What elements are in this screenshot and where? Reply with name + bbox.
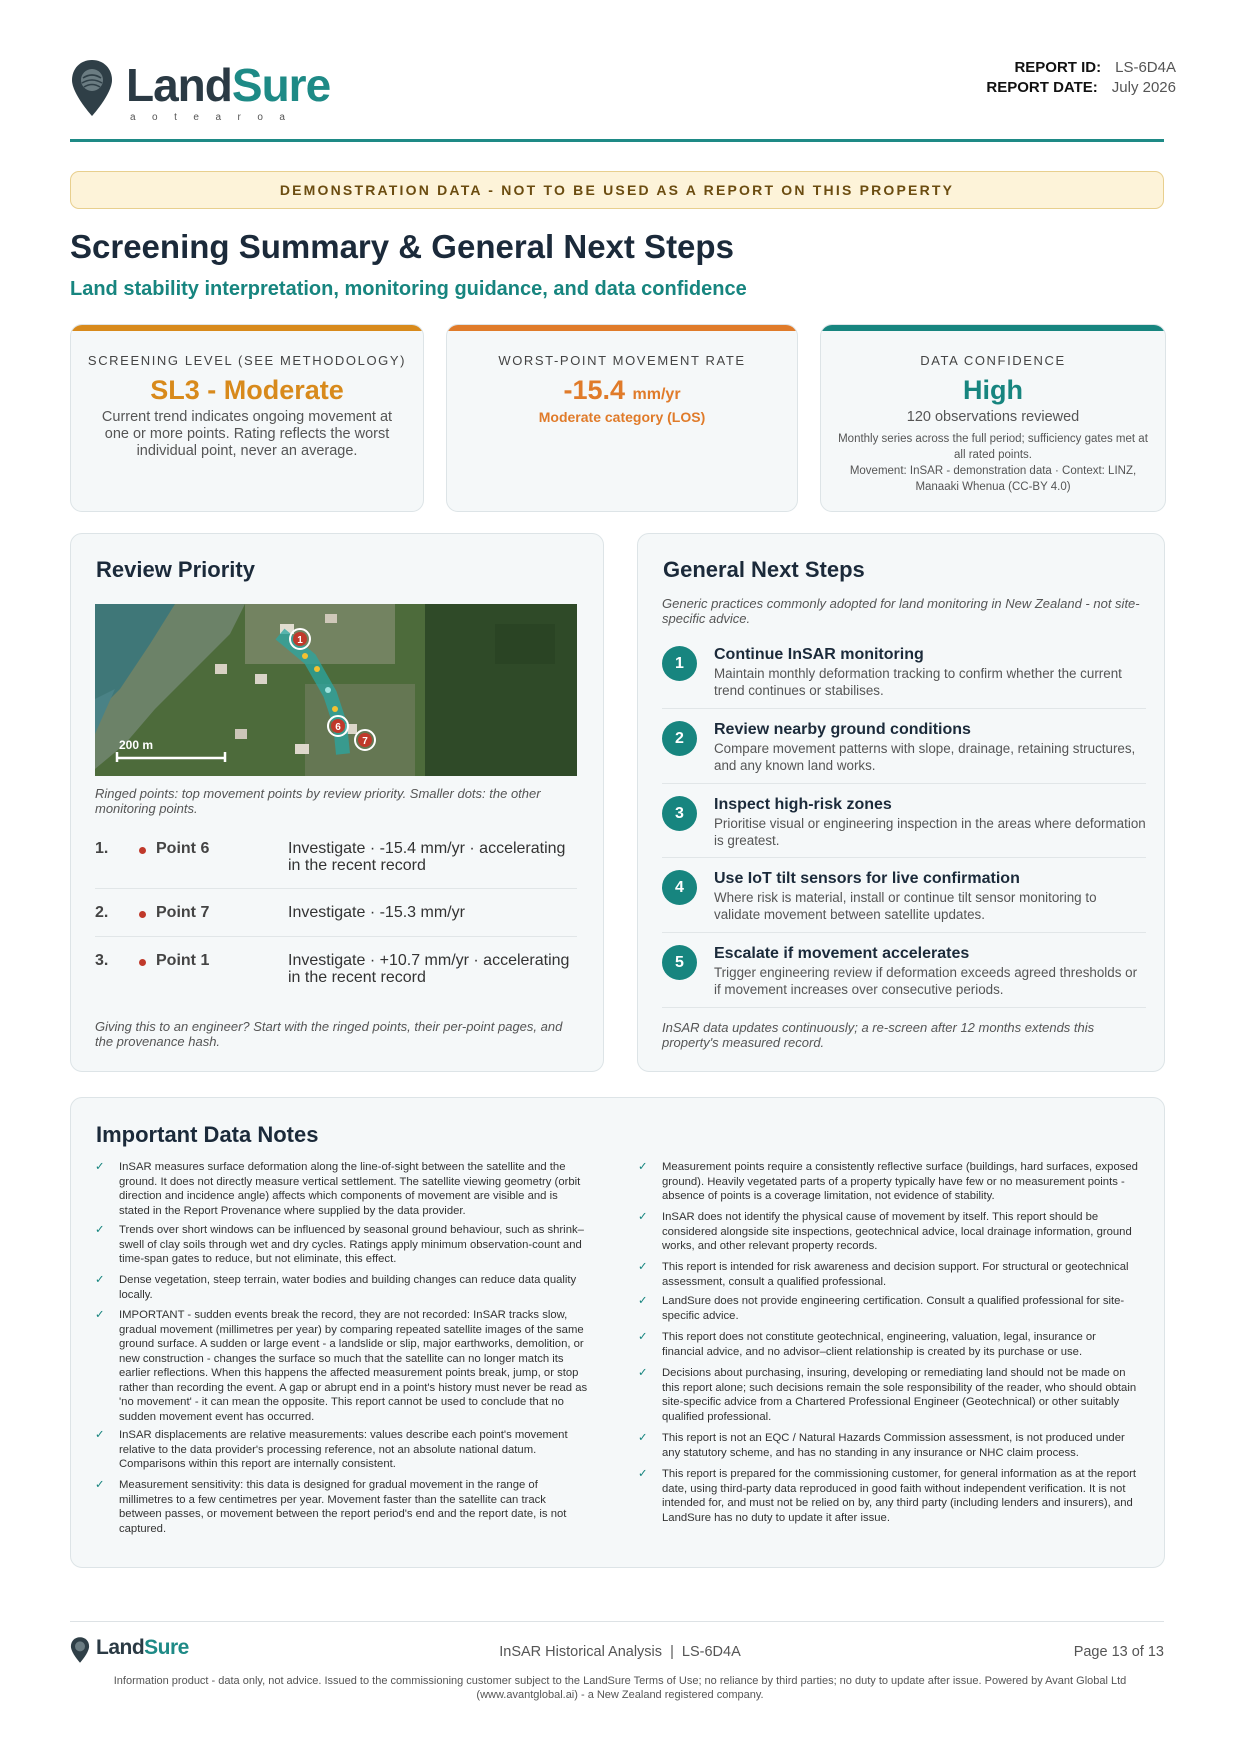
data-note: [638, 1467, 1138, 1527]
card-accent-bar: [821, 325, 1165, 331]
aerial-map-image: [95, 604, 577, 776]
divider: [662, 1007, 1146, 1008]
data-note-text: Measurement sensitivity: this data is designed for gradual movement in the range of millimetres to a few centimetres per year. Movement faster than the satellite can track between passes, or movement between the report period's end and the report date, is not captured.: [119, 1479, 567, 1535]
movement-rate-value-row: [447, 375, 797, 406]
step-description: Where risk is material, install or continue tilt sensor monitoring to validate movement between satellite updates.: [714, 890, 1097, 922]
step-title: Continue InSAR monitoring: [714, 646, 924, 663]
data-note-text: LandSure does not provide engineering certification. Consult a qualified professional for site-specific advice.: [662, 1295, 1125, 1322]
map-pin-icon: [70, 58, 114, 118]
data-note-text: InSAR does not identify the physical cause of movement by itself. This report should be considered alongside site inspections, geotechnical advice, local drainage information, ground works, and other relevant property records.: [662, 1211, 1132, 1252]
map-scale-label: 200 m: [119, 738, 154, 752]
check-icon: ✓: [95, 1161, 105, 1173]
priority-rank: 3.: [95, 952, 109, 969]
check-icon: ✓: [638, 1367, 648, 1379]
check-icon: ✓: [95, 1309, 105, 1321]
screening-level-card: [70, 324, 424, 512]
report-id: LS-6D4A: [1115, 59, 1176, 76]
data-note-text: This report is not an EQC / Natural Hazards Commission assessment, is not produced under any statutory scheme, and has no standing in any insurance or NHC claim process.: [662, 1432, 1125, 1459]
svg-text:6: 6: [335, 722, 341, 733]
divider: [95, 936, 577, 937]
data-note-text: InSAR measures surface deformation along the line-of-sight between the satellite and the ground. It does not directly measure vertical settlement. The satellite viewing geometry (orbit direction and incidence angle) affects which components of movement are visible and is stated in the Report Provenance where supplied by the data provider.: [119, 1161, 581, 1217]
next-steps-title: General Next Steps: [663, 557, 865, 582]
divider: [662, 783, 1146, 784]
footer-divider: [70, 1621, 1164, 1622]
logo-wordmark: LandSure: [126, 59, 331, 111]
point-detail: Investigate · -15.4 mm/yr · accelerating in the recent record: [288, 840, 566, 874]
svg-text:7: 7: [362, 736, 368, 747]
svg-text:1: 1: [297, 635, 303, 646]
check-icon: ✓: [95, 1274, 105, 1286]
confidence-description: Monthly series across the full period; sufficiency gates met at all rated points.: [838, 433, 1148, 461]
data-note-text: Measurement points require a consistently reflective surface (buildings, hard surfaces, exposed ground). Heavily vegetated parts of a property typically have few or no measurement points - absence of points is a coverage limitation, not evidence of stability.: [662, 1161, 1138, 1202]
observations-count: 120 observations reviewed: [906, 409, 1080, 425]
data-notes-panel: [70, 1097, 1165, 1568]
data-note: [638, 1366, 1138, 1426]
data-note-text: IMPORTANT - sudden events break the record, they are not recorded: InSAR tracks slow, gradual movement (millimetres per year) by comparing repeated satellite images of the same ground surface. A sudden or large event - a landslide or slip, major earthworks, demolition, or new construction - changes the surface so much that the satellite can no longer match its earlier reflections. When this happens the affected measurement points break, jump, or stop rather than recording the event. A gap or abrupt end in a point's history must never be read as 'no movement' - it can mean the opposite. This report cannot be used to conclude that no sudden movement event has occurred.: [119, 1309, 588, 1423]
page-subtitle: Land stability interpretation, monitoring guidance, and data confidence: [70, 278, 747, 300]
data-note-text: InSAR displacements are relative measurements: values describe each point's movement relative to the data provider's processing reference, not an absolute national datum. Comparisons within this report are internally consistent.: [119, 1429, 568, 1470]
card-accent-bar: [447, 325, 797, 331]
report-date: July 2026: [1111, 79, 1176, 96]
step-number-badge: 3: [662, 796, 697, 831]
data-note: [638, 1294, 1138, 1324]
data-note: [638, 1330, 1138, 1360]
data-note-text: Trends over short windows can be influenced by seasonal ground behaviour, such as shrink–swell of clay soils through wet and dry cycles. Ratings apply minimum observation-count and time-span gates to reduce, but not eliminate, this effect.: [119, 1224, 584, 1265]
point-name: Point 1: [156, 952, 210, 969]
movement-rate-label: WORST-POINT MOVEMENT RATE: [498, 353, 746, 368]
page-number: Page 13 of 13: [1073, 1644, 1164, 1660]
next-steps-intro: Generic practices commonly adopted for land monitoring in New Zealand - not site-specific advice.: [662, 596, 1140, 626]
data-note-text: Decisions about purchasing, insuring, developing or remediating land should not be made on this report alone; such decisions remain the sole responsibility of the reader, who should obtain site-specific advice from a Chartered Professional Engineer (Geotechnical) or other suitably qualified professional.: [662, 1367, 1137, 1423]
check-icon: ✓: [638, 1161, 648, 1173]
report-date-label: REPORT DATE:: [986, 79, 1098, 96]
step-number-badge: 4: [662, 870, 697, 905]
data-note: [95, 1478, 591, 1538]
footer-logo-wordmark: LandSure: [96, 1636, 189, 1659]
data-confidence-card: [820, 324, 1166, 512]
report-meta: [986, 58, 1176, 98]
check-icon: ✓: [638, 1331, 648, 1343]
data-note-text: This report is intended for risk awareness and decision support. For structural or geotechnical assessment, consult a qualified professional.: [662, 1261, 1129, 1288]
check-icon: ✓: [638, 1295, 648, 1307]
aerial-map[interactable]: [95, 604, 577, 776]
step-description: Prioritise visual or engineering inspection in the areas where deformation is greatest.: [714, 816, 1146, 848]
data-sources: Movement: InSAR - demonstration data · Context: LINZ, Manaaki Whenua (CC-BY 4.0): [849, 465, 1137, 493]
data-note: [95, 1273, 591, 1303]
review-priority-panel: [70, 533, 604, 1072]
step-title: Inspect high-risk zones: [714, 796, 892, 813]
point-name: Point 6: [156, 840, 210, 857]
data-note-text: Dense vegetation, steep terrain, water bodies and building changes can reduce data quality locally.: [119, 1274, 577, 1301]
header-divider: [70, 139, 1164, 142]
map-caption: Ringed points: top movement points by review priority. Smaller dots: the other monitoring points.: [95, 786, 541, 816]
step-number-badge: 1: [662, 646, 697, 681]
data-confidence-label: DATA CONFIDENCE: [920, 353, 1066, 368]
step-description: Compare movement patterns with slope, drainage, retaining structures, and any known land works.: [714, 741, 1136, 773]
divider: [662, 932, 1146, 933]
step-title: Use IoT tilt sensors for live confirmation: [714, 870, 1020, 887]
priority-rank: 1.: [95, 840, 109, 857]
divider: [95, 888, 577, 889]
movement-rate-unit: mm/yr: [632, 386, 681, 403]
check-icon: ✓: [638, 1211, 648, 1223]
page-title: Screening Summary & General Next Steps: [70, 228, 734, 265]
report-id-label: REPORT ID:: [1014, 59, 1102, 76]
data-note-text: This report does not constitute geotechnical, engineering, valuation, legal, insurance or financial advice, and no advisor–client relationship is created by its purchase or use.: [662, 1331, 1096, 1358]
screening-level-description: Current trend indicates ongoing movement at one or more points. Rating reflects the worst individual point, never an average.: [101, 409, 393, 459]
footer-report-ref: InSAR Historical Analysis | LS-6D4A: [499, 1644, 741, 1660]
check-icon: ✓: [95, 1224, 105, 1236]
data-note: [638, 1210, 1138, 1256]
landsure-logo: [70, 56, 340, 126]
step-title: Escalate if movement accelerates: [714, 945, 970, 962]
point-detail: Investigate · -15.3 mm/yr: [288, 904, 465, 921]
step-description: Maintain monthly deformation tracking to confirm whether the current trend continues or stabilises.: [714, 666, 1122, 698]
check-icon: ✓: [95, 1429, 105, 1441]
priority-rank: 2.: [95, 904, 109, 921]
step-number-badge: 5: [662, 945, 697, 980]
screening-level-label: SCREENING LEVEL (SEE METHODOLOGY): [87, 353, 407, 368]
step-title: Review nearby ground conditions: [714, 721, 971, 738]
step-number-badge: 2: [662, 721, 697, 756]
next-steps-panel: [637, 533, 1165, 1072]
data-note-text: This report is prepared for the commissioning customer, for general information as at the report date, using third-party data reproduced in good faith without independent verification. It is not intended for, and must not be relied on by, any third party (including lenders and insurers), and LandSure has no duty to update it after issue.: [662, 1468, 1137, 1524]
data-note: [95, 1160, 591, 1220]
footer-legal: Information product - data only, not advice. Issued to the commissioning customer subject to the LandSure Terms of Use; no reliance by third parties; no duty to update after issue. Powered by Avant Global Ltd (www.avantglobal.ai) - a New Zealand registered company.: [113, 1675, 1127, 1701]
movement-category: Moderate category (LOS): [538, 409, 706, 425]
card-accent-bar: [71, 325, 423, 331]
point-marker-icon: [139, 911, 146, 918]
screening-level-value: SL3 - Moderate: [150, 375, 344, 405]
movement-rate-value: -15.4: [563, 375, 625, 405]
data-note: [638, 1260, 1138, 1290]
data-note: [95, 1223, 591, 1269]
point-name: Point 7: [156, 904, 210, 921]
data-confidence-value: High: [963, 375, 1023, 405]
point-marker-icon: [139, 847, 146, 854]
divider: [662, 708, 1146, 709]
data-note: [638, 1431, 1138, 1461]
data-notes-title: Important Data Notes: [96, 1122, 319, 1147]
check-icon: ✓: [638, 1468, 648, 1480]
step-description: Trigger engineering review if deformation exceeds agreed thresholds or if movement increases over consecutive periods.: [714, 965, 1138, 997]
next-steps-footer: InSAR data updates continuously; a re-screen after 12 months extends this property's measured record.: [662, 1020, 1095, 1050]
check-icon: ✓: [638, 1432, 648, 1444]
review-priority-title: Review Priority: [96, 557, 255, 582]
divider: [662, 857, 1146, 858]
demo-banner: DEMONSTRATION DATA - NOT TO BE USED AS A REPORT ON THIS PROPERTY: [70, 171, 1164, 209]
check-icon: ✓: [638, 1261, 648, 1273]
movement-rate-card: [446, 324, 798, 512]
check-icon: ✓: [95, 1479, 105, 1491]
data-note: [95, 1308, 591, 1424]
point-detail: Investigate · +10.7 mm/yr · accelerating in the recent record: [288, 952, 570, 986]
logo-tagline: aotearoa: [130, 112, 302, 123]
data-note: [638, 1160, 1138, 1206]
review-priority-footer: Giving this to an engineer? Start with the ringed points, their per-point pages, and the provenance hash.: [95, 1019, 563, 1049]
data-note: [95, 1428, 591, 1474]
point-marker-icon: [139, 959, 146, 966]
